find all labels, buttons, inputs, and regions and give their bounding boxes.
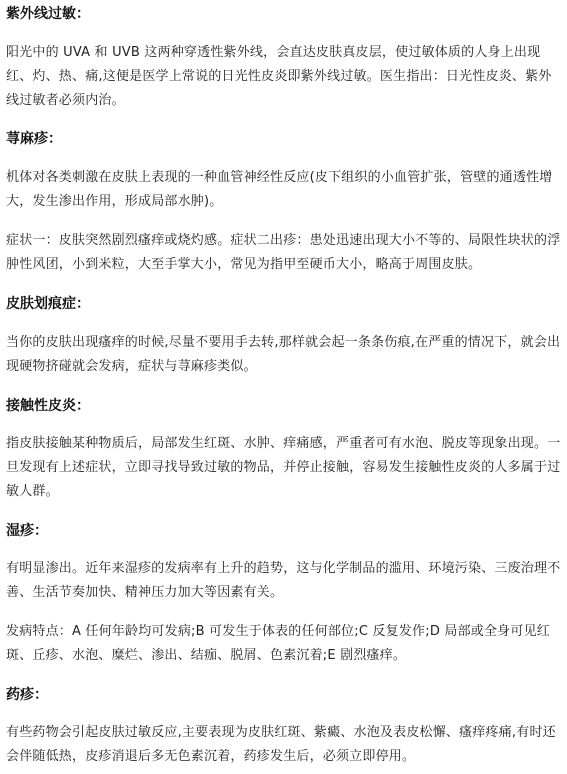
article bbox=[0, 4, 567, 774]
section-paragraph: 指皮肤接触某种物质后，局部发生红斑、水肿、痒痛感，严重者可有水泡、脱皮等现象出现。一旦发现有上述症状，立即寻找导致过敏的物品，并停止接触，容易发生接触性皮炎的人多属于过敏人群。 bbox=[6, 436, 561, 499]
section-paragraph: 机体对各类刺激在皮肤上表现的一种血管神经性反应(皮下组织的小血管扩张，管壁的通透性增大，发生渗出作用，形成局部水肿)。 bbox=[6, 170, 553, 209]
section-heading-eczema: 湿疹： bbox=[6, 523, 48, 539]
section-paragraph: 当你的皮肤出现瘙痒的时候,尽量不要用手去转,那样就会起一条条伤痕,在严重的情况下，就会出现硬物挤碰就会发病，症状与荨麻疹类似。 bbox=[6, 335, 561, 374]
section-paragraph: 发病特点：A 任何年龄均可发病;B 可发生于体表的任何部位;C 反复发作;D 局部或全身可见红斑、丘疹、水泡、糜烂、渗出、结痂、脱屑、色素沉着;E 剧烈瘙痒。 bbox=[6, 624, 550, 663]
section-heading-drug-eruption: 药疹： bbox=[6, 687, 48, 703]
section-paragraph: 阳光中的 UVA 和 UVB 这两种穿透性紫外线，会直达皮肤真皮层，使过敏体质的人身上出现红、灼、热、痛,这便是医学上常说的日光性皮炎即紫外线过敏。医生指出：日光性皮炎、紫外线过敏者必须内治。 bbox=[6, 45, 552, 108]
section-heading-dermatographism: 皮肤划痕症： bbox=[6, 296, 90, 312]
section-paragraph: 有些药物会引起皮肤过敏反应,主要表现为皮肤红斑、紫癜、水泡及表皮松懈、瘙痒疼痛,有时还会伴随低热，皮疹消退后多无色素沉着，药疹发生后，必须立即停用。 bbox=[6, 725, 556, 764]
section-heading-urticaria: 荨麻疹： bbox=[6, 131, 62, 147]
section-heading-uv-allergy: 紫外线过敏： bbox=[6, 6, 90, 22]
section-paragraph: 症状一：皮肤突然剧烈瘙痒或烧灼感。症状二出疹：患处迅速出现大小不等的、局限性块状的浮肿性风团，小到米粒，大至手掌大小，常见为指甲至硬币大小，略高于周围皮肤。 bbox=[6, 233, 561, 272]
section-paragraph: 有明显渗出。近年来湿疹的发病率有上升的趋势，这与化学制品的滥用、环境污染、三废治理不善、生活节奏加快、精神压力加大等因素有关。 bbox=[6, 561, 561, 600]
section-heading-contact-dermatitis: 接触性皮炎： bbox=[6, 398, 90, 414]
